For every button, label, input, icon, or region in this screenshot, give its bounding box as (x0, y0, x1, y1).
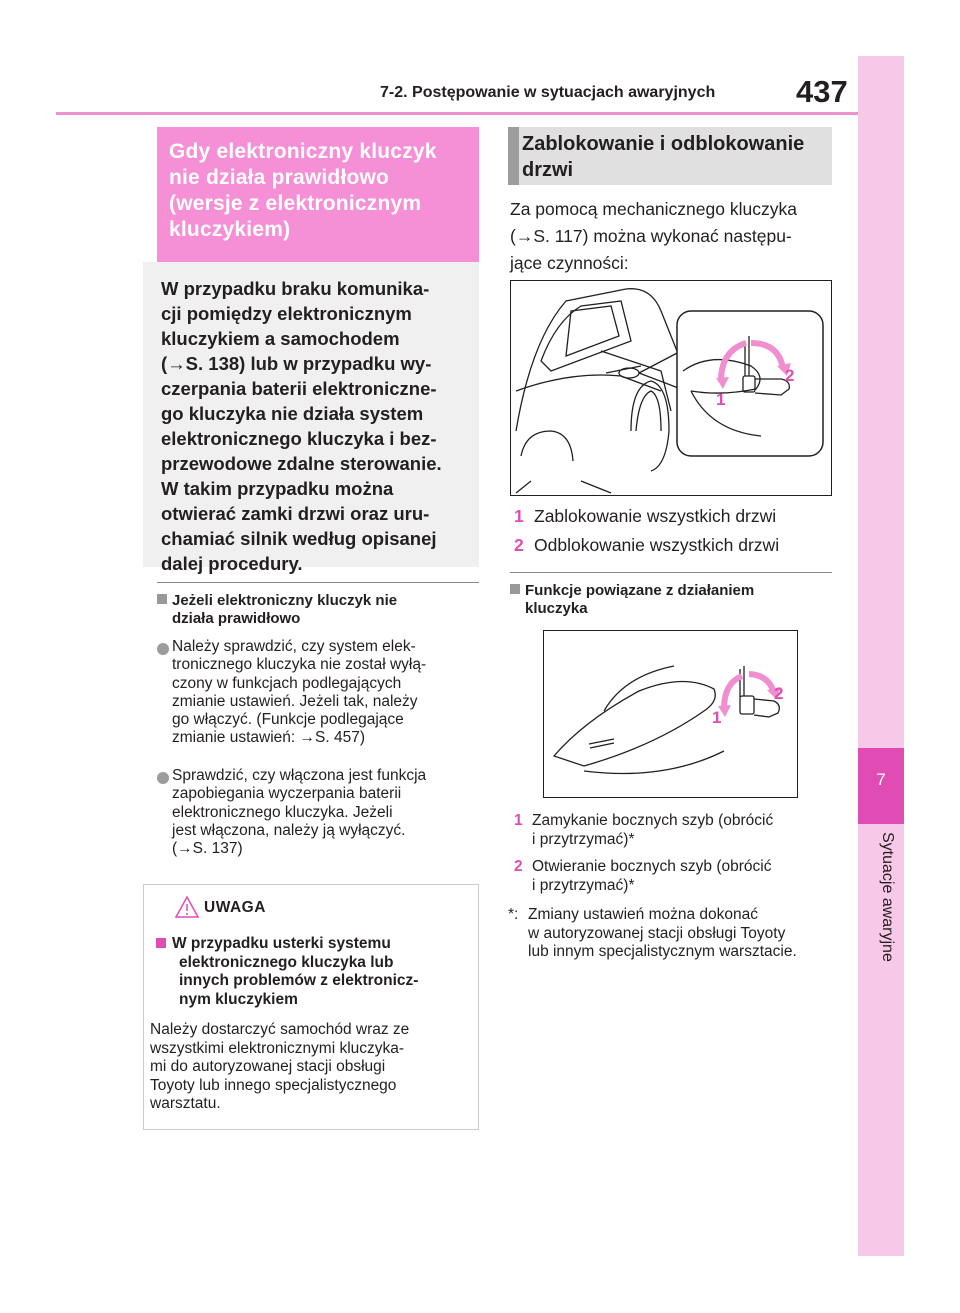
title-line: kluczykiem) (169, 218, 291, 241)
warning-box (143, 884, 479, 1130)
title-line: (wersje z elektronicznym (169, 192, 422, 215)
intro-line: chamiać silnik według opisanej (161, 528, 437, 549)
door-handle-illustration (544, 631, 796, 796)
divider (510, 572, 832, 573)
handle-figure (543, 630, 798, 798)
square-icon (510, 584, 520, 594)
square-icon (157, 594, 167, 604)
intro-line: go kluczyka nie działa system (161, 403, 424, 424)
chapter-number-tab[interactable] (858, 748, 904, 824)
warning-title: UWAGA (204, 899, 266, 916)
intro-line: czerpania baterii elektroniczne- (161, 378, 437, 399)
fig1-label-2: 2 (785, 366, 795, 385)
section-title: 7-2. Postępowanie w sytuacjach awaryjnych (380, 84, 716, 101)
chapter-title: Sytuacje awaryjne (879, 832, 896, 962)
warning-subheading: W przypadku usterki systemu elektronicznego kluczyka lub innych problemów z elektronicz- nym kluczykiem (156, 935, 418, 1009)
subheading: Jeżeli elektroniczny kluczyk nie działa prawidłowo (157, 592, 397, 628)
title-line: nie działa prawidłowo (169, 166, 390, 189)
fig2-label-2: 2 (774, 684, 784, 703)
car-door-illustration (511, 281, 830, 494)
square-icon (156, 938, 166, 948)
header-rule (56, 112, 858, 115)
bullet-icon (157, 772, 169, 784)
section-heading (508, 127, 832, 185)
bullet-icon (157, 643, 169, 655)
intro-line: W takim przypadku można (161, 478, 394, 499)
heading-text: Zablokowanie i odblokowanie drzwi (522, 133, 805, 181)
chapter-tab (858, 56, 904, 1256)
door-lock-figure (510, 280, 832, 496)
divider (157, 582, 479, 583)
subheading: Funkcje powiązane z działaniem kluczyka (510, 582, 754, 618)
intro-line: dalej procedury. (161, 553, 303, 574)
intro-box (143, 262, 479, 574)
chapter-number: 7 (876, 770, 886, 789)
bullet-paragraph: Należy sprawdzić, czy system elek- tronicznego kluczyka nie został wyłą- czony w funkcjach podlegających zmianie ustawień. Jeżeli tak, należy go włączyć. (Funkcje podlegające zmianie ustawień: →S. 457) (172, 638, 427, 747)
warning-icon (174, 895, 200, 919)
warning-body: Należy dostarczyć samochód wraz ze wszystkimi elektronicznymi kluczyka- mi do autoryzowanej stacji obsługi Toyoty lub innego specjalistycznego warsztatu. (150, 1021, 410, 1112)
fig1-label-1: 1 (716, 390, 726, 409)
intro-line: cji pomiędzy elektronicznym (161, 303, 412, 324)
intro-line: przewodowe zdalne sterowanie. (161, 453, 442, 474)
intro-line: elektronicznego kluczyka i bez- (161, 428, 437, 449)
section-title-box (157, 127, 479, 262)
fig2-label-1: 1 (712, 708, 722, 727)
intro-paragraph: Za pomocą mechanicznego kluczyka (→S. 117) można wykonać następu- jące czynności: (510, 199, 797, 273)
intro-line: W przypadku braku komunika- (161, 278, 430, 299)
intro-line: otwierać zamki drzwi oraz uru- (161, 503, 430, 524)
title-line: Gdy elektroniczny kluczyk (169, 140, 437, 163)
page-number: 437 (796, 74, 848, 109)
heading-bar (508, 127, 519, 185)
intro-line: (→S. 138) lub w przypadku wy- (161, 353, 432, 374)
bullet-paragraph: Sprawdzić, czy włączona jest funkcja zapobiegania wyczerpania baterii elektronicznego kluczyka. Jeżeli jest włączona, należy ją wyłączyć. (→S. 137) (172, 767, 427, 858)
intro-line: kluczykiem a samochodem (161, 328, 400, 349)
